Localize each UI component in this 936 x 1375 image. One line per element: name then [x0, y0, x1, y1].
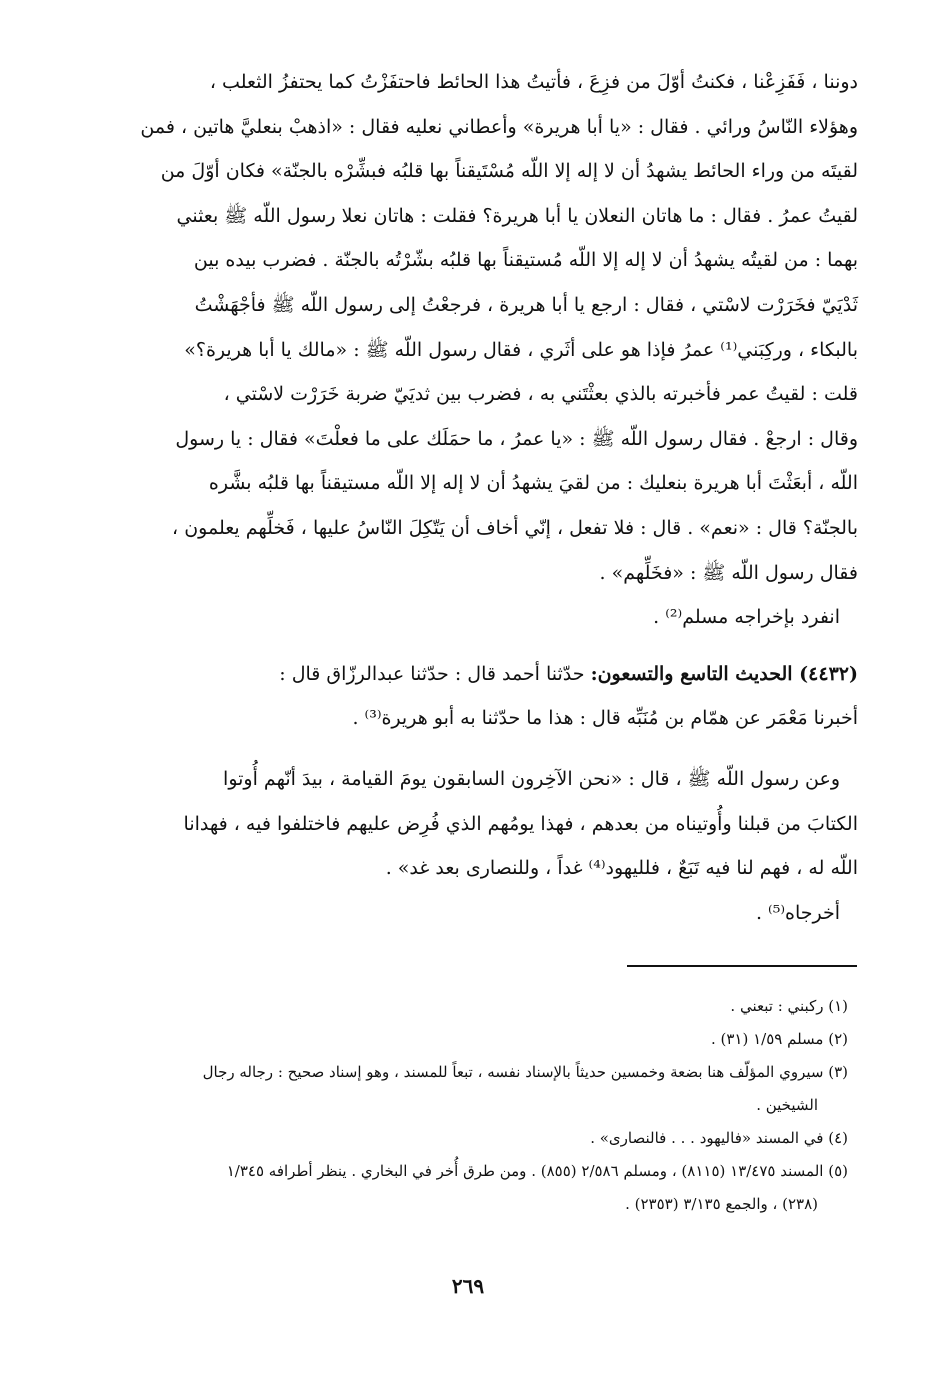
- footnote: الشيخين .: [756, 1096, 818, 1114]
- text-line: بالبكاء ، وركِبَني⁽¹⁾ عمرُ فإذا هو على أثَري ، فقال رسول اللّه ﷺ : «مالك يا أبا هريرة؟»: [184, 338, 858, 361]
- footnote: (٢) مسلم ١/٥٩ (٣١) .: [710, 1030, 848, 1048]
- text-line: وعن رسول اللّه ﷺ ، قال : «نحن الآخِرون السابقون يومَ القيامة ، بيدَ أنّهم أُوتوا: [223, 767, 840, 790]
- text-line: اللّه له ، فهم لنا فيه تَبَعٌ ، فلليهود⁽⁴⁾ غداً ، وللنصارى بعد غد» .: [385, 857, 858, 880]
- footnote: (٣) سيروي المؤلّف هنا بضعة وخمسين حديثاً بالإسناد نفسه ، تبعاً للمسند ، وهو إسناد صحيح : رجاله رجال: [202, 1063, 848, 1081]
- text-line: حدّثنا أحمد قال : حدّثنا عبدالرزّاق قال :: [279, 662, 591, 685]
- footnote: (١) ركبني : تبعني .: [730, 997, 848, 1015]
- text-line: الكتابَ من قبلنا وأُوتيناه من بعدهم ، فهذا يومُهم الذي فُرِض عليهم فاختلفوا فيه ، فهدانا: [183, 812, 858, 835]
- text-line: دوننا ، فَفَزِعْنا ، فكنتُ أوّلَ من فزِعَ ، فأتيتُ هذا الحائط فاحتفَزْتُ كما يحتفزُ الثعلب ،: [209, 71, 858, 93]
- takhrij-note: [88, 595, 858, 640]
- hadith-matn: [88, 757, 858, 891]
- text-line: ثَدْيَيّ فخَرَرْت لاسْتي ، فقال : ارجع يا أبا هريرة ، فرجعْتُ إلى رسول اللّه ﷺ فأجْهَشْتُ: [194, 293, 858, 316]
- hadith-title: (٤٤٣٢) الحديث التاسع والتسعون:: [590, 662, 858, 685]
- text-line: أخرجاه⁽⁵⁾ .: [755, 901, 840, 924]
- text-line: فقال رسول اللّه ﷺ : «فخَلِّهم» .: [599, 561, 858, 584]
- main-text: [88, 60, 858, 935]
- text-line: قلت : لقيتُ عمر فأخبرته بالذي بعثْتَني به ، فضرب بين ثديَيّ ضربة خَرَرْت لاسْتي ،: [223, 383, 858, 406]
- hadith-narrative: [88, 60, 858, 595]
- text-line: انفرد بإخراجه مسلم⁽²⁾ .: [653, 606, 840, 629]
- text-line: [88, 652, 858, 697]
- footnote: (٢٣٨) ، والجمع ٣/١٣٥ (٢٣٥٣) .: [625, 1195, 818, 1213]
- text-line: وقال : ارجعْ . فقال رسول اللّه ﷺ : «يا عمرُ ، ما حمَلَك على ما فعلْتَ» فقال : يا رسول: [175, 427, 858, 450]
- text-line: اللّه ، أبعَثْتَ أبا هريرة بنعليك : من لقيَ يشهدُ أن لا إله إلا اللّه مستيقناً بها قلبُه بشَّره: [208, 472, 858, 495]
- text-line: أخبرنا مَعْمَر عن همّام بن مُنَبِّه قال : هذا ما حدّثنا به أبو هريرة⁽³⁾ .: [352, 707, 858, 730]
- footnotes: [88, 990, 848, 1221]
- hadith-isnad: [88, 652, 858, 741]
- footnote-divider: [627, 965, 857, 967]
- text-line: لقيتَه من وراء الحائط يشهدُ أن لا إله إلا اللّه مُسْتَيقناً بها قلبُه فبشِّرْه بالجنّة» فكان أوّلَ من: [160, 160, 858, 183]
- text-line: بالجنّة؟ قال : «نعم» . قال : فلا تفعل ، إنّي أخاف أن يَتّكِلَ النّاسُ عليها ، فَخلِّهم يعلمون ،: [172, 516, 858, 539]
- text-line: لقيتُ عمرُ . فقال : ما هاتان النعلان يا أبا هريرة؟ فقلت : هاتان نعلا رسول اللّه ﷺ بعثني: [176, 204, 858, 227]
- page-number: ٢٦٩: [451, 1274, 485, 1298]
- text-line: وهؤلاء النّاسُ ورائي . فقال : «يا أبا هريرة» وأعطاني نعليه فقال : «اذهبْ بنعليَّ هاتين ، فمن: [140, 115, 858, 138]
- text-line: بهما : من لقيتُه يشهدُ أن لا إله إلا اللّه مُستيقناً بها قلبُه بشّرْتُه بالجنّة . فضرب بيده بين: [193, 249, 858, 272]
- footnote: (٥) المسند ١٣/٤٧٥ (٨١١٥) ، ومسلم ٢/٥٨٦ (٨٥٥) . ومن طرق أُخر في البخاري . ينظر أطرافه ١/٣٤٥: [226, 1162, 848, 1180]
- footnote: (٤) في المسند «فاليهود . . . فالنصارى» .: [590, 1129, 848, 1147]
- takhrij-note: [88, 891, 858, 936]
